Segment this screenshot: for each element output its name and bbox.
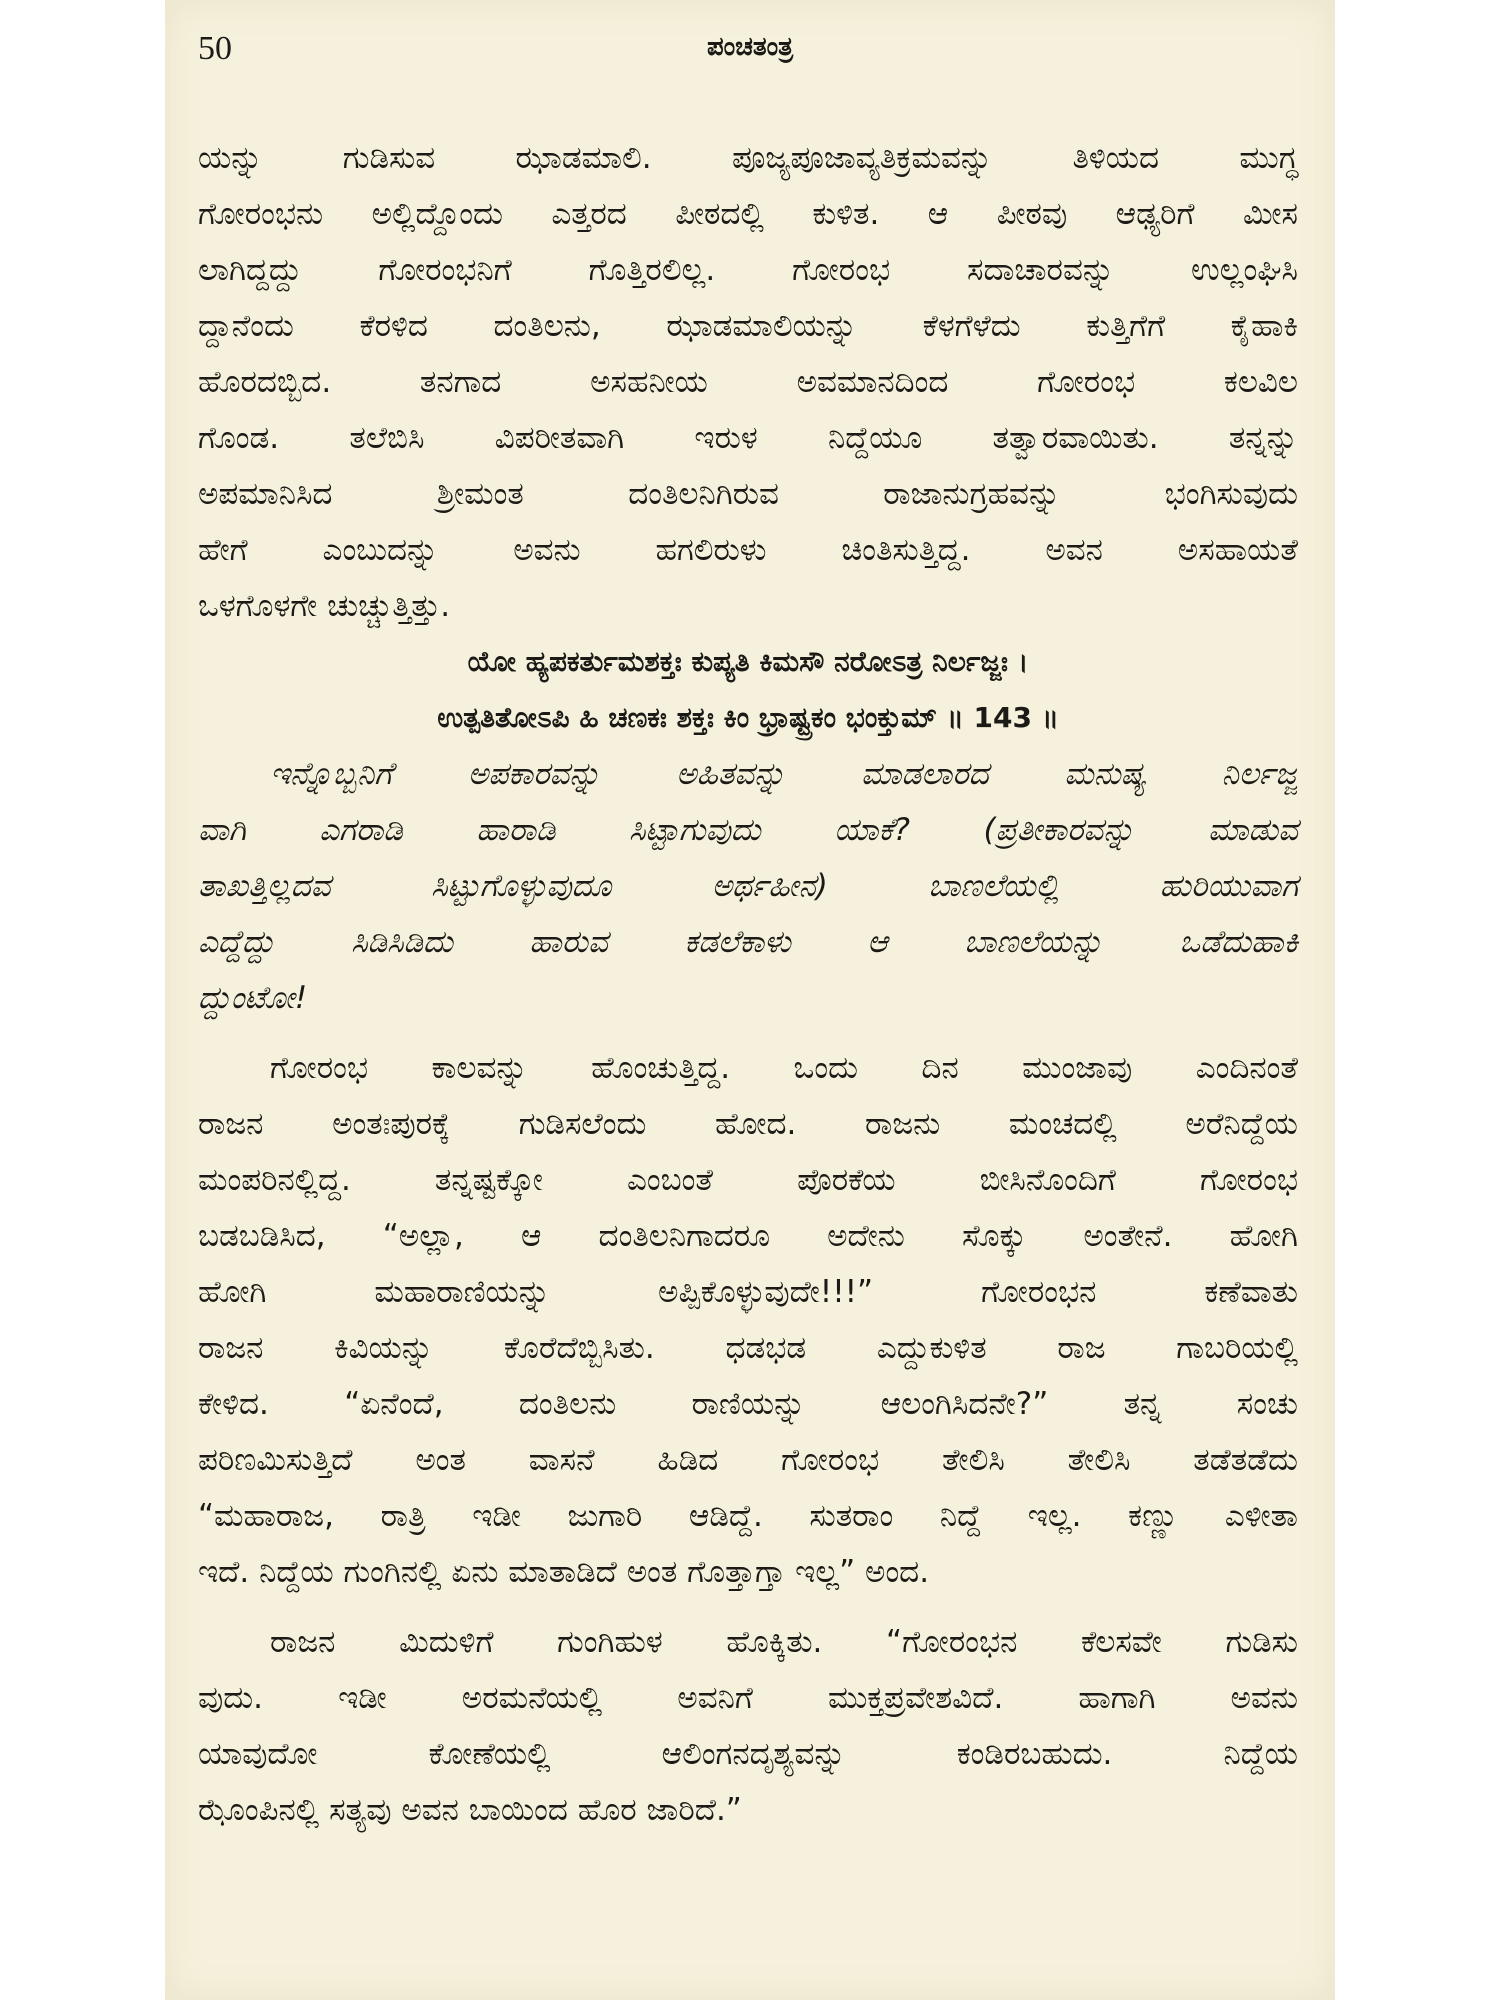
text-line: ರಾಜನ ಕಿವಿಯನ್ನು ಕೊರೆದೆಬ್ಬಿಸಿತು. ಧಡಭಡ ಎದ್ದುಕುಳಿತ ರಾಜ ಗಾಬರಿಯಲ್ಲಿ bbox=[198, 1330, 1298, 1366]
paragraph-1 bbox=[198, 130, 1298, 634]
text-line: ಬಡಬಡಿಸಿದ, “ಅಲ್ಲಾ, ಆ ದಂತಿಲನಿಗಾದರೂ ಅದೇನು ಸೊಕ್ಕು ಅಂತೇನೆ. ಹೋಗಿ bbox=[198, 1218, 1298, 1254]
text-line: ಯಾವುದೋ ಕೋಣೆಯಲ್ಲಿ ಆಲಿಂಗನದೃಶ್ಯವನ್ನು ಕಂಡಿರಬಹುದು. ನಿದ್ದೆಯ bbox=[198, 1736, 1298, 1772]
text-line: ಹೋಗಿ ಮಹಾರಾಣಿಯನ್ನು ಅಪ್ಪಿಕೊಳ್ಳುವುದೇ!!!” ಗೋರಂಭನ ಕಣೆವಾತು bbox=[198, 1274, 1298, 1310]
body-text bbox=[198, 130, 1298, 1838]
page-header bbox=[165, 30, 1335, 80]
text-line: ಹೇಗೆ ಎಂಬುದನ್ನು ಅವನು ಹಗಲಿರುಳು ಚಿಂತಿಸುತ್ತಿದ್ದ. ಅವನ ಅಸಹಾಯತೆ bbox=[198, 532, 1298, 568]
running-title: ಪಂಚತಂತ್ರ bbox=[706, 32, 794, 62]
text-line: ರಾಜನ ಮಿದುಳಿಗೆ ಗುಂಗಿಹುಳ ಹೊಕ್ಕಿತು. “ಗೋರಂಭನ ಕೆಲಸವೇ ಗುಡಿಸು bbox=[270, 1624, 1298, 1660]
text-line: ಝೊಂಪಿನಲ್ಲಿ ಸತ್ಯವು ಅವನ ಬಾಯಿಂದ ಹೊರ ಜಾರಿದೆ.” bbox=[198, 1792, 742, 1828]
commentary-line: ಇನ್ನೊಬ್ಬನಿಗೆ ಅಪಕಾರವನ್ನು ಅಹಿತವನ್ನು ಮಾಡಲಾರದ ಮನುಷ್ಯ ನಿರ್ಲಜ್ಜ bbox=[270, 756, 1298, 792]
text-line: ಹೊರದಬ್ಬಿದ. ತನಗಾದ ಅಸಹನೀಯ ಅವಮಾನದಿಂದ ಗೋರಂಭ ಕಲವಿಲ bbox=[198, 364, 1298, 400]
text-line: ಲಾಗಿದ್ದದ್ದು ಗೋರಂಭನಿಗೆ ಗೊತ್ತಿರಲಿಲ್ಲ. ಗೋರಂಭ ಸದಾಚಾರವನ್ನು ಉಲ್ಲಂಘಿಸಿ bbox=[198, 252, 1298, 288]
verse-line: ಉತ್ಪತಿತೋಽಪಿ ಹಿ ಚಣಕಃ ಶಕ್ತಃ ಕಿಂ ಭ್ರಾಷ್ಟ್ರಕಂ ಭಂಕ್ತುಮ್ ॥ 143 ॥ bbox=[437, 701, 1059, 734]
text-line: ರಾಜನ ಅಂತಃಪುರಕ್ಕೆ ಗುಡಿಸಲೆಂದು ಹೋದ. ರಾಜನು ಮಂಚದಲ್ಲಿ ಅರೆನಿದ್ದೆಯ bbox=[198, 1106, 1298, 1142]
text-line: “ಮಹಾರಾಜ, ರಾತ್ರಿ ಇಡೀ ಜುಗಾರಿ ಆಡಿದ್ದೆ. ಸುತರಾಂ ನಿದ್ದೆ ಇಲ್ಲ. ಕಣ್ಣು ಎಳೀತಾ bbox=[198, 1498, 1298, 1534]
commentary-line: ದ್ದುಂಟೋ! bbox=[198, 980, 308, 1016]
paragraph-2 bbox=[198, 1040, 1298, 1600]
text-line: ಯನ್ನು ಗುಡಿಸುವ ಝಾಡಮಾಲಿ. ಪೂಜ್ಯಪೂಜಾವ್ಯತಿಕ್ರಮವನ್ನು ತಿಳಿಯದ ಮುಗ್ಧ bbox=[198, 140, 1298, 176]
verse-commentary bbox=[198, 746, 1298, 1026]
commentary-line: ವಾಗಿ ಎಗರಾಡಿ ಹಾರಾಡಿ ಸಿಟ್ಟಾಗುವುದು ಯಾಕೆ? (ಪ್ರತೀಕಾರವನ್ನು ಮಾಡುವ bbox=[198, 812, 1298, 848]
text-line: ಮಂಪರಿನಲ್ಲಿದ್ದ. ತನ್ನಷ್ಟಕ್ಕೋ ಎಂಬಂತೆ ಪೊರಕೆಯ ಬೀಸಿನೊಂದಿಗೆ ಗೋರಂಭ bbox=[198, 1162, 1298, 1198]
text-line: ಇದೆ. ನಿದ್ದೆಯ ಗುಂಗಿನಲ್ಲಿ ಏನು ಮಾತಾಡಿದೆ ಅಂತ ಗೊತ್ತಾಗ್ತಾ ಇಲ್ಲ” ಅಂದ. bbox=[198, 1554, 930, 1590]
commentary-line: ಎದ್ದೆದ್ದು ಸಿಡಿಸಿಡಿದು ಹಾರುವ ಕಡಲೆಕಾಳು ಆ ಬಾಣಲೆಯನ್ನು ಒಡೆದುಹಾಕಿ bbox=[198, 924, 1298, 960]
verse-line: ಯೋ ಹ್ಯಪಕರ್ತುಮಶಕ್ತಃ ಕುಪ್ಯತಿ ಕಿಮಸೌ ನರೋಽತ್ರ ನಿರ್ಲಜ್ಜಃ । bbox=[467, 645, 1029, 678]
text-line: ಕೇಳಿದ. “ಏನೆಂದೆ, ದಂತಿಲನು ರಾಣಿಯನ್ನು ಆಲಂಗಿಸಿದನೇ?” ತನ್ನ ಸಂಚು bbox=[198, 1386, 1298, 1422]
text-line: ಗೋರಂಭನು ಅಲ್ಲಿದ್ದೊಂದು ಎತ್ತರದ ಪೀಠದಲ್ಲಿ ಕುಳಿತ. ಆ ಪೀಠವು ಆಢ್ಯರಿಗೆ ಮೀಸ bbox=[198, 196, 1298, 232]
page-number: 50 bbox=[198, 30, 232, 67]
text-line: ಪರಿಣಮಿಸುತ್ತಿದೆ ಅಂತ ವಾಸನೆ ಹಿಡಿದ ಗೋರಂಭ ತೇಲಿಸಿ ತೇಲಿಸಿ ತಡೆತಡೆದು bbox=[198, 1442, 1298, 1478]
text-line: ವುದು. ಇಡೀ ಅರಮನೆಯಲ್ಲಿ ಅವನಿಗೆ ಮುಕ್ತಪ್ರವೇಶವಿದೆ. ಹಾಗಾಗಿ ಅವನು bbox=[198, 1680, 1298, 1716]
text-line: ಅಪಮಾನಿಸಿದ ಶ್ರೀಮಂತ ದಂತಿಲನಿಗಿರುವ ರಾಜಾನುಗ್ರಹವನ್ನು ಭಂಗಿಸುವುದು bbox=[198, 476, 1298, 512]
paragraph-3 bbox=[198, 1614, 1298, 1838]
text-line: ಗೊಂಡ. ತಲೆಬಿಸಿ ವಿಪರೀತವಾಗಿ ಇರುಳ ನಿದ್ದೆಯೂ ತತ್ವಾರವಾಯಿತು. ತನ್ನನ್ನು bbox=[198, 420, 1298, 456]
text-line: ಗೋರಂಭ ಕಾಲವನ್ನು ಹೊಂಚುತ್ತಿದ್ದ. ಒಂದು ದಿನ ಮುಂಜಾವು ಎಂದಿನಂತೆ bbox=[270, 1050, 1298, 1086]
book-page bbox=[165, 0, 1335, 2000]
text-line: ಒಳಗೊಳಗೇ ಚುಚ್ಚುತ್ತಿತ್ತು. bbox=[198, 588, 451, 624]
sanskrit-verse bbox=[198, 634, 1298, 746]
commentary-line: ತಾಖತ್ತಿಲ್ಲದವ ಸಿಟ್ಟುಗೊಳ್ಳುವುದೂ ಅರ್ಥಹೀನ) ಬಾಣಲೆಯಲ್ಲಿ ಹುರಿಯುವಾಗ bbox=[198, 868, 1298, 904]
text-line: ದ್ದಾನೆಂದು ಕೆರಳಿದ ದಂತಿಲನು, ಝಾಡಮಾಲಿಯನ್ನು ಕೆಳಗೆಳೆದು ಕುತ್ತಿಗೆಗೆ ಕೈಹಾಕಿ bbox=[198, 308, 1298, 344]
